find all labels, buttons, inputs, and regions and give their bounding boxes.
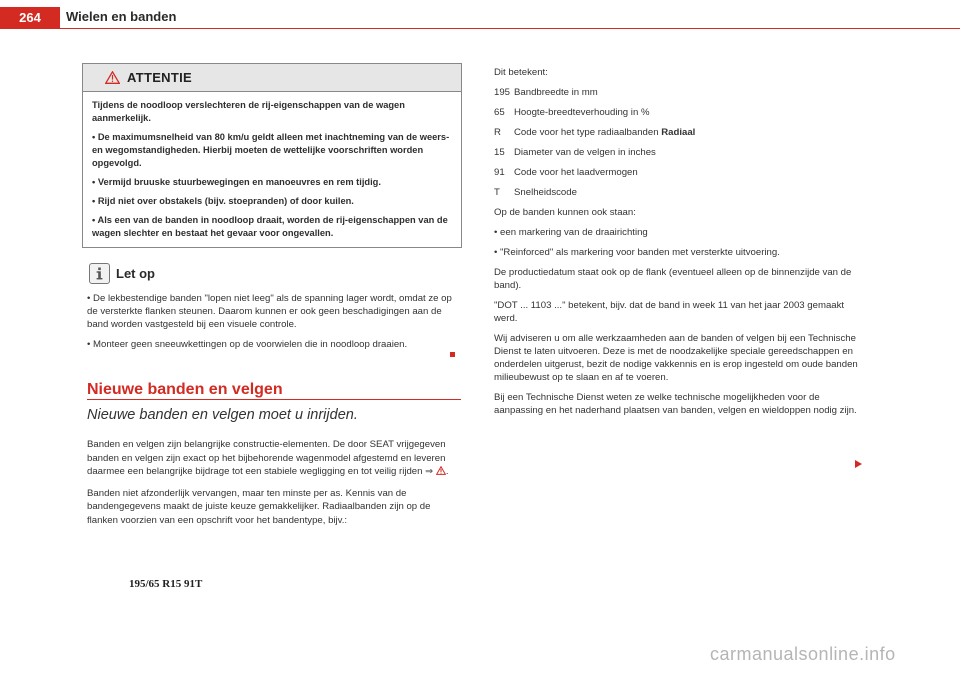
section-subtitle: Nieuwe banden en velgen moet u inrijden. bbox=[87, 407, 358, 423]
code-row bbox=[494, 106, 866, 119]
code-row bbox=[494, 126, 866, 139]
warning-paragraph: • Vermijd bruuske stuurbewegingen en manoeuvres en rem tijdig. bbox=[92, 177, 381, 187]
warning-reference-icon[interactable] bbox=[436, 466, 446, 475]
code-row bbox=[494, 186, 866, 199]
code-row bbox=[494, 146, 866, 159]
code-bold-text: Radiaal bbox=[661, 127, 696, 138]
body-paragraph bbox=[87, 438, 461, 479]
code-key: R bbox=[494, 127, 501, 138]
code-key: 91 bbox=[494, 167, 505, 178]
body-text: . bbox=[445, 466, 449, 477]
page-number: 264 bbox=[0, 7, 60, 28]
header-divider bbox=[0, 28, 960, 29]
note-icon bbox=[89, 263, 110, 284]
warning-paragraph: • De maximumsnelheid van 80 km/u geldt alleen met inachtneming van de weers- en wegomstandigheden. Hierbij moeten de wettelijke voorschriften worden opgevolgd. bbox=[92, 132, 450, 168]
knowledge-paragraph: Bij een Technische Dienst weten ze welke technische mogelijkheden voor de aanpassing en het naderhand plaatsen van banden, velgen en wieldoppen nodig zijn. bbox=[494, 392, 857, 416]
code-key: T bbox=[494, 187, 500, 198]
tire-code-example: 195/65 R15 91T bbox=[129, 578, 203, 590]
chapter-title: Wielen en banden bbox=[66, 9, 177, 24]
note-item: • De lekbestendige banden "lopen niet leeg" als de spanning lager wordt, omdat ze op de versterkte flanken steunen. Daarom kunnen er ook geen beschadigingen aan de band worden vastgesteld bij een visuele controle. bbox=[87, 293, 452, 330]
code-text: Diameter van de velgen in inches bbox=[514, 147, 656, 158]
warning-box bbox=[82, 63, 462, 248]
warning-paragraph: Tijdens de noodloop verslechteren de rij-eigenschappen van de wagen aanmerkelijk. bbox=[92, 100, 405, 123]
warning-paragraph: • Als een van de banden in noodloop draait, worden de rij-eigenschappen van de wagen slechter en bestaat het gevaar voor ongevallen. bbox=[92, 215, 448, 238]
right-column bbox=[494, 66, 866, 424]
code-row bbox=[494, 166, 866, 179]
note-list bbox=[87, 292, 461, 358]
warning-paragraph: • Rijd niet over obstakels (bijv. stoepranden) of door kuilen. bbox=[92, 196, 354, 206]
note-title: Let op bbox=[116, 266, 155, 281]
codes-intro: Dit betekent: bbox=[494, 67, 548, 78]
info-i-icon bbox=[90, 264, 109, 283]
code-text: Bandbreedte in mm bbox=[514, 87, 598, 98]
code-row bbox=[494, 86, 866, 99]
also-intro: Op de banden kunnen ook staan: bbox=[494, 207, 636, 218]
production-paragraph: De productiedatum staat ook op de flank (eventueel alleen op de binnenzijde van de band). bbox=[494, 267, 852, 291]
code-text: Code voor het laadvermogen bbox=[514, 167, 638, 178]
advice-paragraph: Wij adviseren u om alle werkzaamheden aan de banden of velgen bij een Technische Dienst te laten uitvoeren. Deze is met de noodzakelijke speciale gereedschappen en onderdelen uitgerust, bezit de nodige vakkennis en is erop ingesteld om oude banden milieubewust op te slaan en af te voeren. bbox=[494, 333, 858, 383]
code-text: Snelheidscode bbox=[514, 187, 577, 198]
code-key: 15 bbox=[494, 147, 505, 158]
warning-triangle-icon bbox=[105, 71, 120, 84]
bullet-item: • een markering van de draairichting bbox=[494, 227, 648, 238]
code-text: Code voor het type radiaalbanden bbox=[514, 127, 662, 138]
watermark: carmanualsonline.info bbox=[710, 644, 896, 664]
dot-paragraph: "DOT ... 1103 ..." betekent, bijv. dat de band in week 11 van het jaar 2003 gemaakt werd. bbox=[494, 300, 845, 324]
page-header bbox=[0, 0, 960, 28]
section-title: Nieuwe banden en velgen bbox=[87, 381, 283, 398]
code-key: 65 bbox=[494, 107, 505, 118]
warning-header bbox=[83, 64, 461, 92]
section-end-marker bbox=[450, 352, 455, 357]
code-text: Hoogte-breedteverhouding in % bbox=[514, 107, 650, 118]
bullet-item: • "Reinforced" als markering voor banden met versterkte uitvoering. bbox=[494, 247, 780, 258]
warning-body bbox=[83, 92, 461, 240]
code-key: 195 bbox=[494, 87, 511, 98]
body-paragraph: Banden niet afzonderlijk vervangen, maar ten minste per as. Kennis van de bandengegevens maakt de juiste keuze gemakkelijker. Radiaalbanden zijn op de flanken voorzien van een opschrift voor het bandentype, bijv.: bbox=[87, 487, 431, 526]
section-body bbox=[87, 438, 461, 535]
continue-arrow-icon bbox=[855, 460, 862, 468]
note-item: • Monteer geen sneeuwkettingen op de voorwielen die in noodloop draaien. bbox=[87, 339, 408, 350]
warning-title: ATTENTIE bbox=[127, 70, 192, 85]
section-divider bbox=[87, 399, 461, 400]
body-text: Banden en velgen zijn belangrijke constructie-elementen. De door SEAT vrijgegeven banden en velgen zijn exact op het bijbehorende wagenmodel afgestemd en leveren daarmee een belangrijke bijdrage tot een stabiele wegligging en tot veilig rijden ⇒ bbox=[87, 439, 446, 477]
